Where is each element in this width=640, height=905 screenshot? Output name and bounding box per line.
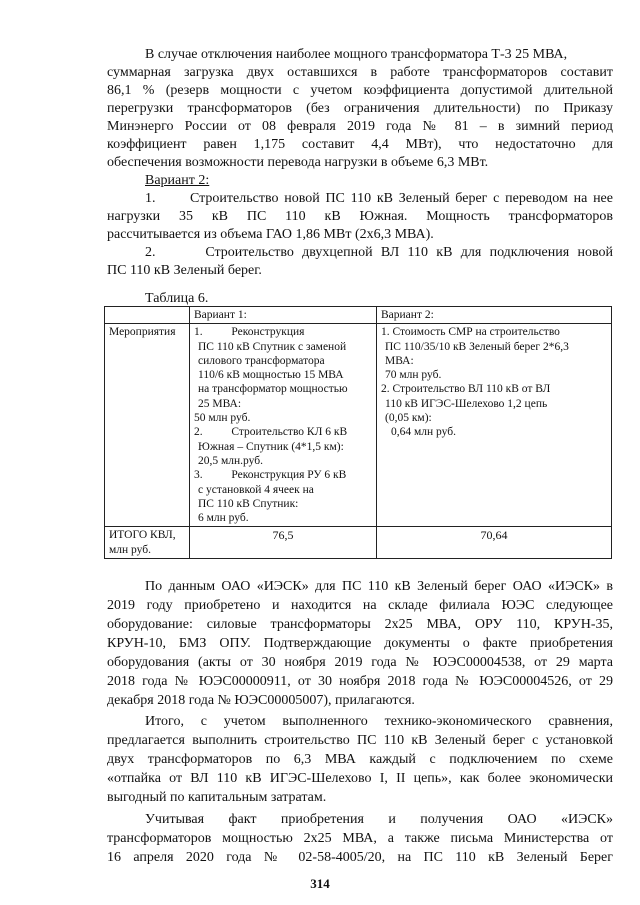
text-line: предлагается выполнить строительство ПС 110 кВ Зеленый берег с установкой bbox=[107, 733, 613, 748]
cell-line: 2. Строительство КЛ 6 кВ bbox=[194, 426, 348, 439]
text-line: 2. Строительство двухцепной ВЛ 110 кВ для подключения новой bbox=[145, 245, 613, 260]
cell-line: 2. Строительство ВЛ 110 кВ от ВЛ bbox=[381, 383, 551, 396]
text-line: По данным ОАО «ИЭСК» для ПС 110 кВ Зеленый берег ОАО «ИЭСК» в bbox=[145, 579, 613, 594]
text-line: Учитывая факт приобретения и получения ОАО «ИЭСК» bbox=[145, 812, 613, 827]
variant1-cell bbox=[190, 324, 377, 527]
text-line: 2018 года № ЮЭС00000911, от 30 ноября 2018 года № ЮЭС00004526, от 29 bbox=[107, 674, 613, 689]
page-number: 314 bbox=[310, 876, 330, 891]
total-variant1: 76,5 bbox=[190, 527, 377, 559]
text-line: 86,1 % (резерв мощности с учетом коэффициента допустимой длительной bbox=[107, 83, 613, 98]
text-line: перегрузки трансформаторов (без ограничения длительности) по Приказу bbox=[107, 101, 613, 116]
table-total-row bbox=[105, 527, 612, 559]
table-row bbox=[105, 324, 612, 527]
text-line: оборудования (акты от 30 ноября 2019 года № ЮЭС00004538, от 29 марта bbox=[107, 655, 613, 670]
cell-line: на трансформатор мощностью bbox=[198, 383, 348, 396]
cell-line: ПС 110 кВ Спутник с заменой bbox=[198, 340, 347, 353]
text-line: ПС 110 кВ Зеленый берег. bbox=[107, 263, 262, 278]
text-line: В случае отключения наиболее мощного трансформатора Т-3 25 МВА, bbox=[145, 47, 568, 62]
cell-line: (0,05 км): bbox=[385, 412, 432, 425]
cell-line: ПС 110 кВ Спутник: bbox=[198, 497, 299, 510]
text-line: 2019 году приобретено и находится на складе филиала ЮЭС следующее bbox=[107, 598, 613, 613]
variant2-cell bbox=[377, 324, 612, 527]
text-line: обеспечения возможности перевода нагрузки в объеме 6,3 МВт. bbox=[107, 155, 489, 170]
text-line: выгодный по капитальным затратам. bbox=[107, 790, 327, 805]
cell-line: 25 МВА: bbox=[198, 397, 242, 410]
text-line: 1. Строительство новой ПС 110 кВ Зеленый берег с переводом на нее bbox=[145, 191, 613, 206]
cell-line: 1. Стоимость СМР на строительство bbox=[381, 326, 560, 339]
text-line: двух трансформаторов по 6,3 МВА каждый с подключением по схеме bbox=[107, 752, 613, 767]
text-line: 16 апреля 2020 года № 02-58-4005/20, на ПС 110 кВ Зеленый Берег bbox=[107, 850, 613, 865]
text-line: рассчитывается из объема ГАО 1,86 МВт (2х6,3 МВА). bbox=[107, 227, 434, 242]
cell-line: 3. Реконструкция РУ 6 кВ bbox=[194, 469, 347, 482]
cell-line: МВА: bbox=[385, 354, 414, 367]
text-line: Минэнерго России от 08 февраля 2019 года № 81 – в зимний период bbox=[107, 119, 613, 134]
text-line: нагрузки 35 кВ ПС 110 кВ Южная. Мощность трансформаторов bbox=[107, 209, 613, 224]
cell-line: 6 млн руб. bbox=[198, 512, 249, 525]
text-line: «отпайка от ВЛ 110 кВ ИГЭС-Шелехово I, II цепь», как более экономически bbox=[107, 771, 613, 786]
text-line: коэффициент равен 1,175 составит 4,4 МВт), что недостаточно для bbox=[107, 137, 613, 152]
row-label: Мероприятия bbox=[105, 324, 190, 527]
cell-line: 0,64 млн руб. bbox=[391, 426, 456, 439]
variant2-heading: Вариант 2: bbox=[145, 173, 210, 188]
header-cell bbox=[105, 307, 190, 324]
cell-line: 1. Реконструкция bbox=[194, 326, 305, 339]
cell-line: ПС 110/35/10 кВ Зеленый берег 2*6,3 bbox=[385, 340, 569, 353]
text-line: КРУН-10, БМЗ ОПУ. Подтверждающие документы о факте приобретения bbox=[107, 636, 613, 651]
cell-line: силового трансформатора bbox=[198, 354, 325, 367]
table-header-row bbox=[105, 307, 612, 324]
total-label: ИТОГО КВЛ, млн руб. bbox=[105, 527, 190, 559]
cell-line: 50 млн руб. bbox=[194, 412, 251, 425]
table-caption: Таблица 6. bbox=[145, 291, 209, 306]
cell-line: Южная – Спутник (4*1,5 км): bbox=[198, 440, 344, 453]
text-line: суммарная загрузка двух оставшихся в работе трансформаторов составит bbox=[107, 65, 613, 80]
header-cell: Вариант 2: bbox=[377, 307, 612, 324]
header-cell: Вариант 1: bbox=[190, 307, 377, 324]
text-line: трансформаторов мощностью 2х25 МВА, а также письма Министерства от bbox=[107, 831, 613, 846]
cell-line: с установкой 4 ячеек на bbox=[198, 483, 314, 496]
total-variant2: 70,64 bbox=[377, 527, 612, 559]
cell-line: 20,5 млн.руб. bbox=[198, 454, 263, 467]
cell-line: 110 кВ ИГЭС-Шелехово 1,2 цепь bbox=[385, 397, 548, 410]
text-line: оборудование: силовые трансформаторы 2х25 МВА, ОРУ 110, КРУН-35, bbox=[107, 617, 613, 632]
text-line: декабря 2018 года № ЮЭС00005007), прилагаются. bbox=[107, 693, 415, 708]
cell-line: 110/6 кВ мощностью 15 МВА bbox=[198, 369, 344, 382]
text-line: Итого, с учетом выполненного технико-экономического сравнения, bbox=[145, 714, 613, 729]
cell-line: 70 млн руб. bbox=[385, 369, 442, 382]
comparison-table bbox=[104, 306, 612, 559]
